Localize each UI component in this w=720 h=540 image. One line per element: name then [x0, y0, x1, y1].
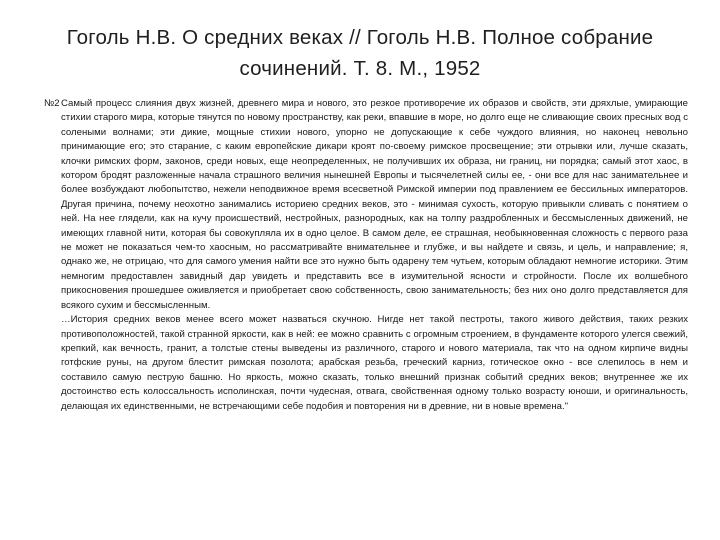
quote-paragraph-2: …История средних веков менее всего может назваться скучною. Нигде нет такой пестроты, такого живого действия, таких резких противоположностей, такой странной яркости, как в ней: ее можно сравнить с огромным строением, в фундаменте которого улегся свежий, крепкий, как вечность, гранит, а толстые стены выведены из различного, старого и нового материала, так что на одном кирпиче видны готфские руны, на другом блестит римская позолота; арабская резьба, греческий карниз, готическое окно - все слепилось в нем и составило самую пеструю башню. Но яркость, можно сказать, только внешний признак событий средних веков; внутреннее же их достоинство есть колоссальность исполинская, почти чудесная, отвага, свойственная одному только возрасту юноши, и оригинальность, делающая их единственными, не встречающими себе подобия и повторения ни в древние, ни в новые времена.": [61, 314, 688, 412]
quote-text: [61, 97, 688, 414]
slide-title: Гоголь Н.В. О средних веках // Гоголь Н.В. Полное собрание сочинений. Т. 8. М., 1952: [66, 26, 654, 80]
quote-body: [44, 97, 688, 414]
quote-paragraph-1: Самый процесс слияния двух жизней, древнего мира и нового, это резкое противоречие их образов и свойств, эти дряхлые, умирающие стихии старого мира, которые тянутся по новому пространству, как реки, впавшие в море, но долго еще не сливающие своих пресных вод с солеными волнами; эти дикие, мощные стихии нового, упорно не допускающие к себе чуждого влияния, но наконец невольно принимающие его; это старание, с каким европейские дикари кроят по-своему римское просвещение; эти отрывки или, лучше сказать, клочки римских форм, законов, среди новых, еще неопределенных, не получивших их образа, ни границ, ни порядка; самый этот хаос, в котором бродят разложенные начала страшного величия нынешней Европы и тысячелетней силы ее, - они все для нас занимательнее и более возбуждают любопытство, нежели неподвижное время всесветной Римской империи под правлением ее бессильных императоров. Другая причина, почему неохотно занимались историею средних веков, это - минимая сухость, которую привыкли сливать с понятием о ней. На нее глядели, как на кучу происшествий, нестройных, разнородных, как на толпу раздробленных и бессмысленных движений, не имеющих главной нити, которая бы совокупляла их в одно целое. В самом деле, ее страшная, необыкновенная сложность с первого раза не может не показаться чем-то хаосным, но рассматривайте внимательнее и глубже, и вы найдете и связь, и цель, и направление; я, однако же, не отрицаю, что для самого умения найти все это нужно быть одарену тем чутьем, которым обладают немногие историки. Этим немногим предоставлен завидный дар увидеть и представить все в изумительной ясности и стройности. После их волшебного прикосновения прошедшее оживляется и приобретает свою собственность, свою занимательность; без них оно долго представляется для всякого сухим и бессмысленным.: [61, 98, 688, 311]
item-number: №2: [44, 98, 60, 109]
